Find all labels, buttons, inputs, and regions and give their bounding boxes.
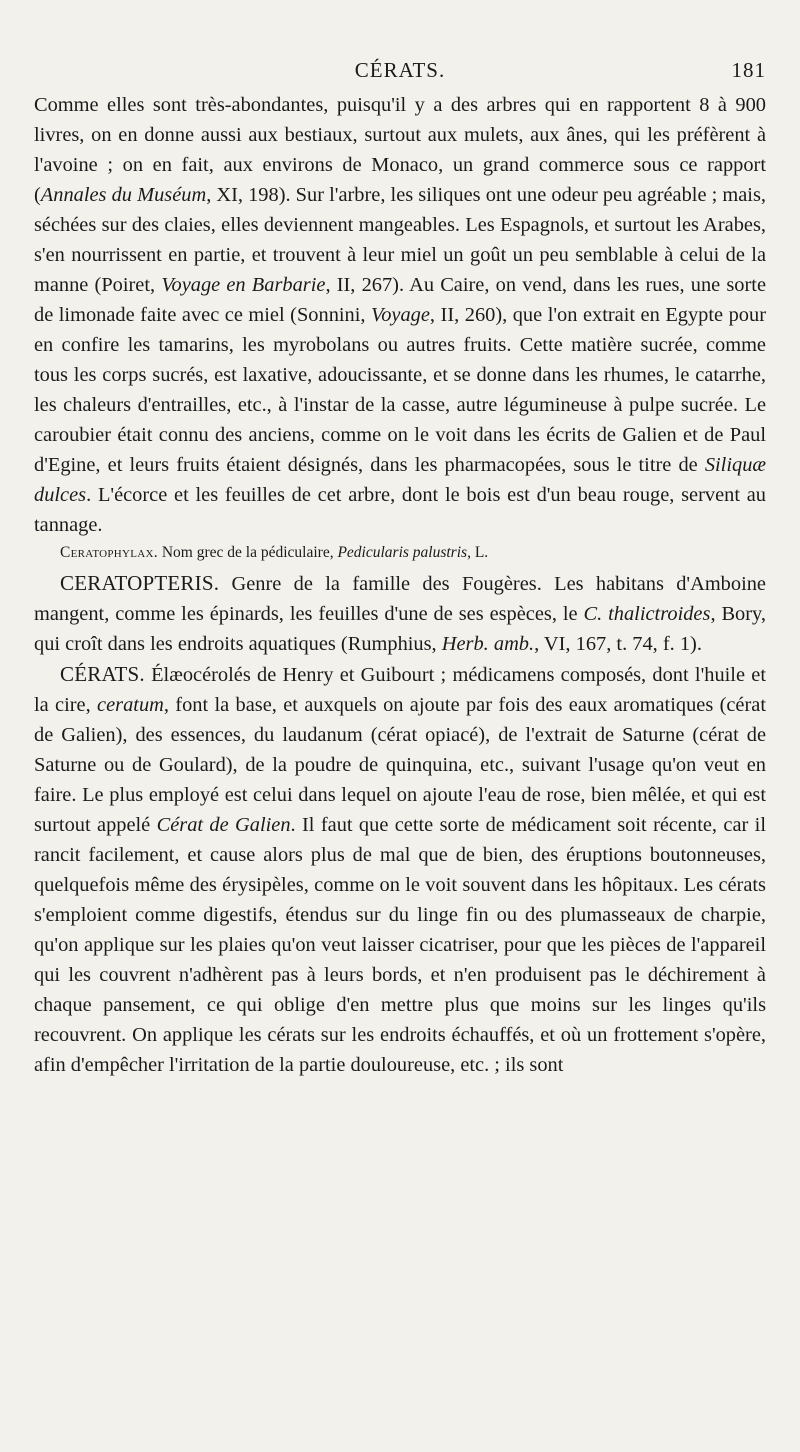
running-head-title: CÉRATS.: [354, 58, 446, 82]
text-run: . L'écorce et les feuilles de cet arbre, dont le bois est d'un beau rouge, servent au tannage.: [34, 484, 766, 536]
text-run: , font la base, et auxquels on ajoute par fois des eaux aromatiques (cérat de Galien), des essences, du laudanum (cérat opiacé), de l'extrait de Saturne (cérat de Saturne ou de Goulard), de la poudre de quinquina, etc., suivant l'usage qu'on veut en faire. Le plus employé est celui dans lequel on ajoute l'eau de rose, bien mêlée, et qui est surtout appelé: [34, 694, 766, 836]
italic-citation: Voyage en Barbarie: [161, 274, 326, 296]
entry-ceratopteris: [34, 568, 766, 659]
italic-citation: Annales du Muséum: [40, 184, 207, 206]
text-run: , VI, 167, t. 74, f. 1).: [534, 633, 702, 655]
text-run: Comme elles sont très-abondantes, puisqu'il y a des arbres qui en rapportent 8 à 900 livres, on en donne aussi aux bestiaux, surtout aux mulets, aux ânes, qui les préfèrent à l'avoine ; on en fait, aux environs de Monaco, un grand commerce sous ce rapport (: [34, 94, 766, 206]
italic-term: C. thalictroides: [583, 603, 711, 625]
body-text: [34, 90, 766, 1080]
text-run: Genre de la famille des Fougères. Les habitans d'Amboine mangent, comme les épinards, les feuilles d'une de ses espèces, le: [34, 573, 766, 625]
paragraph-caroubier-continuation: [34, 90, 766, 540]
text-run: , Bory, qui croît dans les endroits aquatiques (Rumphius,: [34, 603, 767, 655]
entry-cerats: [34, 659, 766, 1080]
italic-term: Cérat de Galien: [156, 814, 291, 836]
italic-citation: Herb. amb.: [441, 633, 535, 655]
text-run: , L.: [467, 544, 489, 561]
italic-term: ceratum: [97, 694, 164, 716]
text-run: Nom grec de la pédiculaire,: [157, 544, 338, 561]
text-run: , II, 260), que l'on extrait en Egypte pour en confire les tamarins, les myrobolans ou autres fruits. Cette matière sucrée, comme tous les corps sucrés, est laxative, adoucissante, et se donne dans les rhumes, le catarrhe, les chaleurs d'entrailles, etc., à l'instar de la casse, autre légumineuse à pulpe sucrée. Le caroubier était connu des anciens, comme on le voit dans les écrits de Galien et de Paul d'Egine, et leurs fruits étaient désignés, dans les pharmacopées, sous le titre de: [34, 304, 766, 476]
text-run: Élæocérolés de Henry et Guibourt ; médicamens composés, dont l'huile et la cire,: [34, 664, 766, 716]
text-run: . Il faut que cette sorte de médicament soit récente, car il rancit facilement, et cause alors plus de mal que de bien, des éruptions boutonneuses, quelquefois même des érysipèles, comme on le voit souvent dans les hôpitaux. Les cérats s'emploient comme digestifs, étendus sur du linge fin ou des plumasseaux de charpie, qu'on applique sur les plaies qu'on veut laisser cicatriser, pour que les pièces de l'appareil qui les couvrent n'adhèrent pas à leurs bords, et n'en produisent pas le déchirement à chaque pansement, ce qui oblige d'en mettre plus que moins sur les linges qu'ils recouvrent. On applique les cérats sur les endroits échauffés, et où un frottement s'opère, afin d'empêcher l'irritation de la partie douloureuse, etc. ; ils sont: [34, 814, 766, 1076]
note-headword: Ceratophylax.: [60, 544, 158, 561]
note-ceratophylax: [60, 542, 766, 564]
text-run: , II, 267). Au Caire, on vend, dans les rues, une sorte de limonade faite avec ce miel (Sonnini,: [34, 274, 767, 326]
text-run: , XI, 198). Sur l'arbre, les siliques ont une odeur peu agréable ; mais, séchées sur des claies, elles deviennent mangeables. Les Espagnols, et surtout les Arabes, s'en nourrissent en partie, et trouvent à leur miel un goût un peu semblable à celui de la manne (Poiret,: [34, 184, 766, 296]
italic-term: Pedicularis palustris: [337, 544, 468, 561]
entry-headword: CÉRATS.: [60, 662, 145, 686]
page-number: 181: [731, 58, 766, 82]
italic-term: Siliquæ dulces: [34, 454, 766, 506]
entry-headword: CERATOPTERIS.: [60, 571, 220, 595]
running-head: [34, 58, 766, 90]
italic-citation: Voyage: [371, 304, 430, 326]
